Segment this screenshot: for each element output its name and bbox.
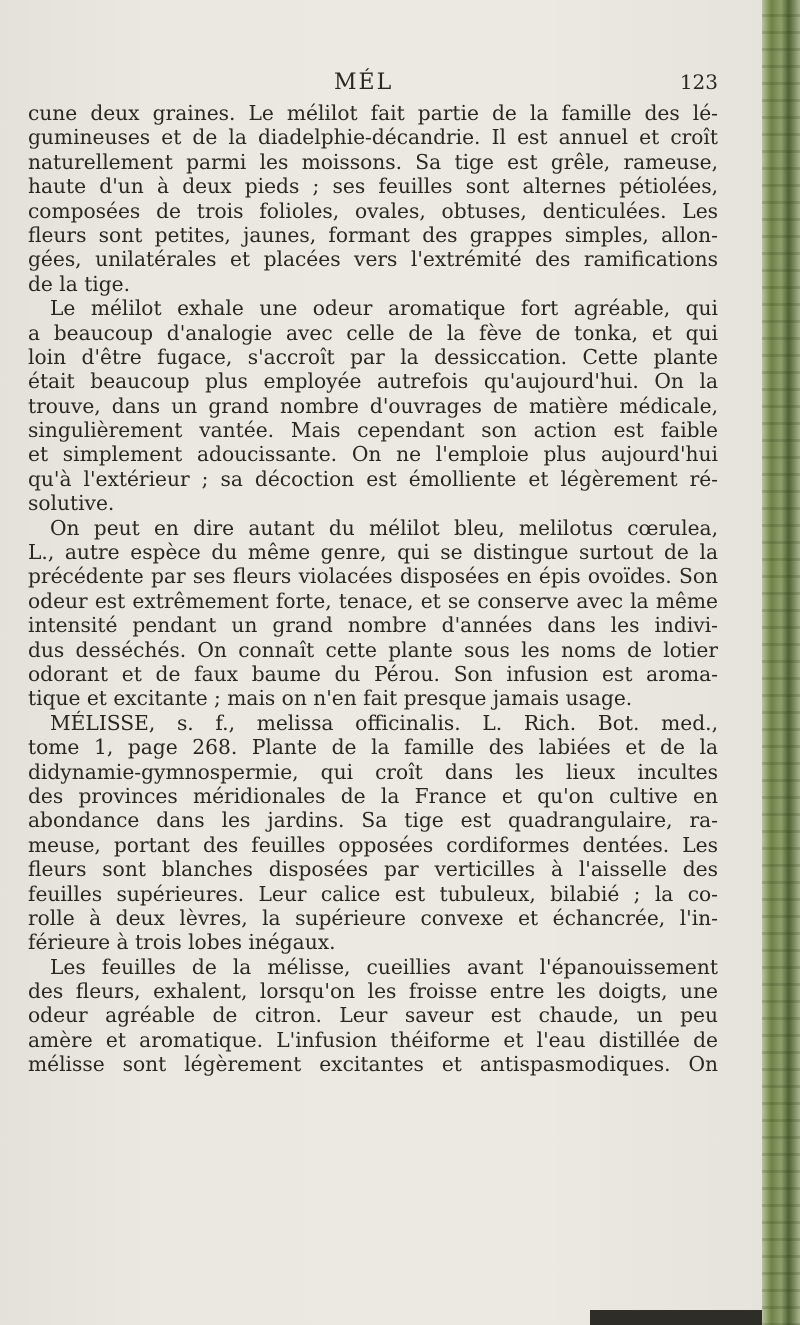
text-line: gumineuses et de la diadelphie-décandrie. Il est annuel et croît (28, 125, 718, 150)
text-line: feuilles supérieures. Leur calice est tubuleux, bilabié ; la co- (28, 881, 718, 906)
running-head (28, 70, 718, 100)
text-line: solutive. (28, 491, 115, 516)
text-line: était beaucoup plus employée autrefois qu'aujourd'hui. On la (28, 369, 718, 394)
page-edge-shadow (590, 1310, 762, 1325)
entry-heading-line: MÉLISSE, s. f., melissa officinalis. L. Rich. Bot. med., (50, 710, 718, 735)
text-line: des fleurs, exhalent, lorsqu'on les froisse entre les doigts, une (28, 979, 718, 1004)
text-line: On peut en dire autant du mélilot bleu, melilotus cœrulea, (50, 515, 718, 540)
text-line: intensité pendant un grand nombre d'années dans les indivi- (28, 613, 718, 638)
text-line: abondance dans les jardins. Sa tige est quadrangulaire, ra- (28, 808, 718, 833)
running-head-title: MÉL (334, 70, 394, 95)
text-line: gées, unilatérales et placées vers l'extrémité des ramifications (28, 247, 718, 272)
text-line: tome 1, page 268. Plante de la famille des labiées et de la (28, 735, 718, 760)
text-line: odeur est extrêmement forte, tenace, et se conserve avec la même (28, 588, 718, 613)
text-line: rolle à deux lèvres, la supérieure convexe et échancrée, l'in- (28, 905, 718, 930)
text-line: trouve, dans un grand nombre d'ouvrages de matière médicale, (28, 393, 718, 418)
text-line: composées de trois folioles, ovales, obtuses, denticulées. Les (28, 198, 718, 223)
text-line: cune deux graines. Le mélilot fait partie de la famille des lé- (28, 101, 718, 125)
binding-edge (762, 0, 800, 1325)
text-line: fleurs sont blanches disposées par verticilles à l'aisselle des (28, 857, 718, 882)
text-line: férieure à trois lobes inégaux. (28, 930, 336, 955)
text-line: Le mélilot exhale une odeur aromatique fort agréable, qui (50, 296, 718, 321)
body-text (28, 101, 718, 1077)
text-line: mélisse sont légèrement excitantes et antispasmodiques. On (28, 1052, 718, 1077)
page-number: 123 (679, 70, 718, 94)
text-line: fleurs sont petites, jaunes, formant des grappes simples, allon- (28, 222, 718, 247)
text-line: haute d'un à deux pieds ; ses feuilles sont alternes pétiolées, (28, 174, 718, 199)
text-line: loin d'être fugace, s'accroît par la dessiccation. Cette plante (28, 344, 718, 369)
text-line: Les feuilles de la mélisse, cueillies avant l'épanouissement (50, 954, 718, 979)
text-line: qu'à l'extérieur ; sa décoction est émolliente et légèrement ré- (28, 466, 718, 491)
text-line: amère et aromatique. L'infusion théiforme et l'eau distillée de (28, 1027, 718, 1052)
text-line: et simplement adoucissante. On ne l'emploie plus aujourd'hui (28, 442, 718, 467)
text-line: des provinces méridionales de la France et qu'on cultive en (28, 783, 718, 808)
text-line: singulièrement vantée. Mais cependant son action est faible (28, 418, 718, 443)
text-line: a beaucoup d'analogie avec celle de la fève de tonka, et qui (28, 320, 718, 345)
text-line: de la tige. (28, 271, 131, 296)
text-line: odorant et de faux baume du Pérou. Son infusion est aroma- (28, 661, 718, 686)
binding-texture (762, 0, 800, 1325)
text-line: dus desséchés. On connaît cette plante sous les noms de lotier (28, 637, 718, 662)
text-line: didynamie-gymnospermie, qui croît dans les lieux incultes (28, 759, 718, 784)
text-line: L., autre espèce du même genre, qui se distingue surtout de la (28, 540, 718, 565)
text-line: tique et excitante ; mais on n'en fait presque jamais usage. (28, 686, 633, 711)
text-line: naturellement parmi les moissons. Sa tige est grêle, rameuse, (28, 149, 718, 174)
text-line: meuse, portant des feuilles opposées cordiformes dentées. Les (28, 832, 718, 857)
text-line: précédente par ses fleurs violacées disposées en épis ovoïdes. Son (28, 564, 718, 589)
text-line: odeur agréable de citron. Leur saveur est chaude, un peu (28, 1003, 718, 1028)
